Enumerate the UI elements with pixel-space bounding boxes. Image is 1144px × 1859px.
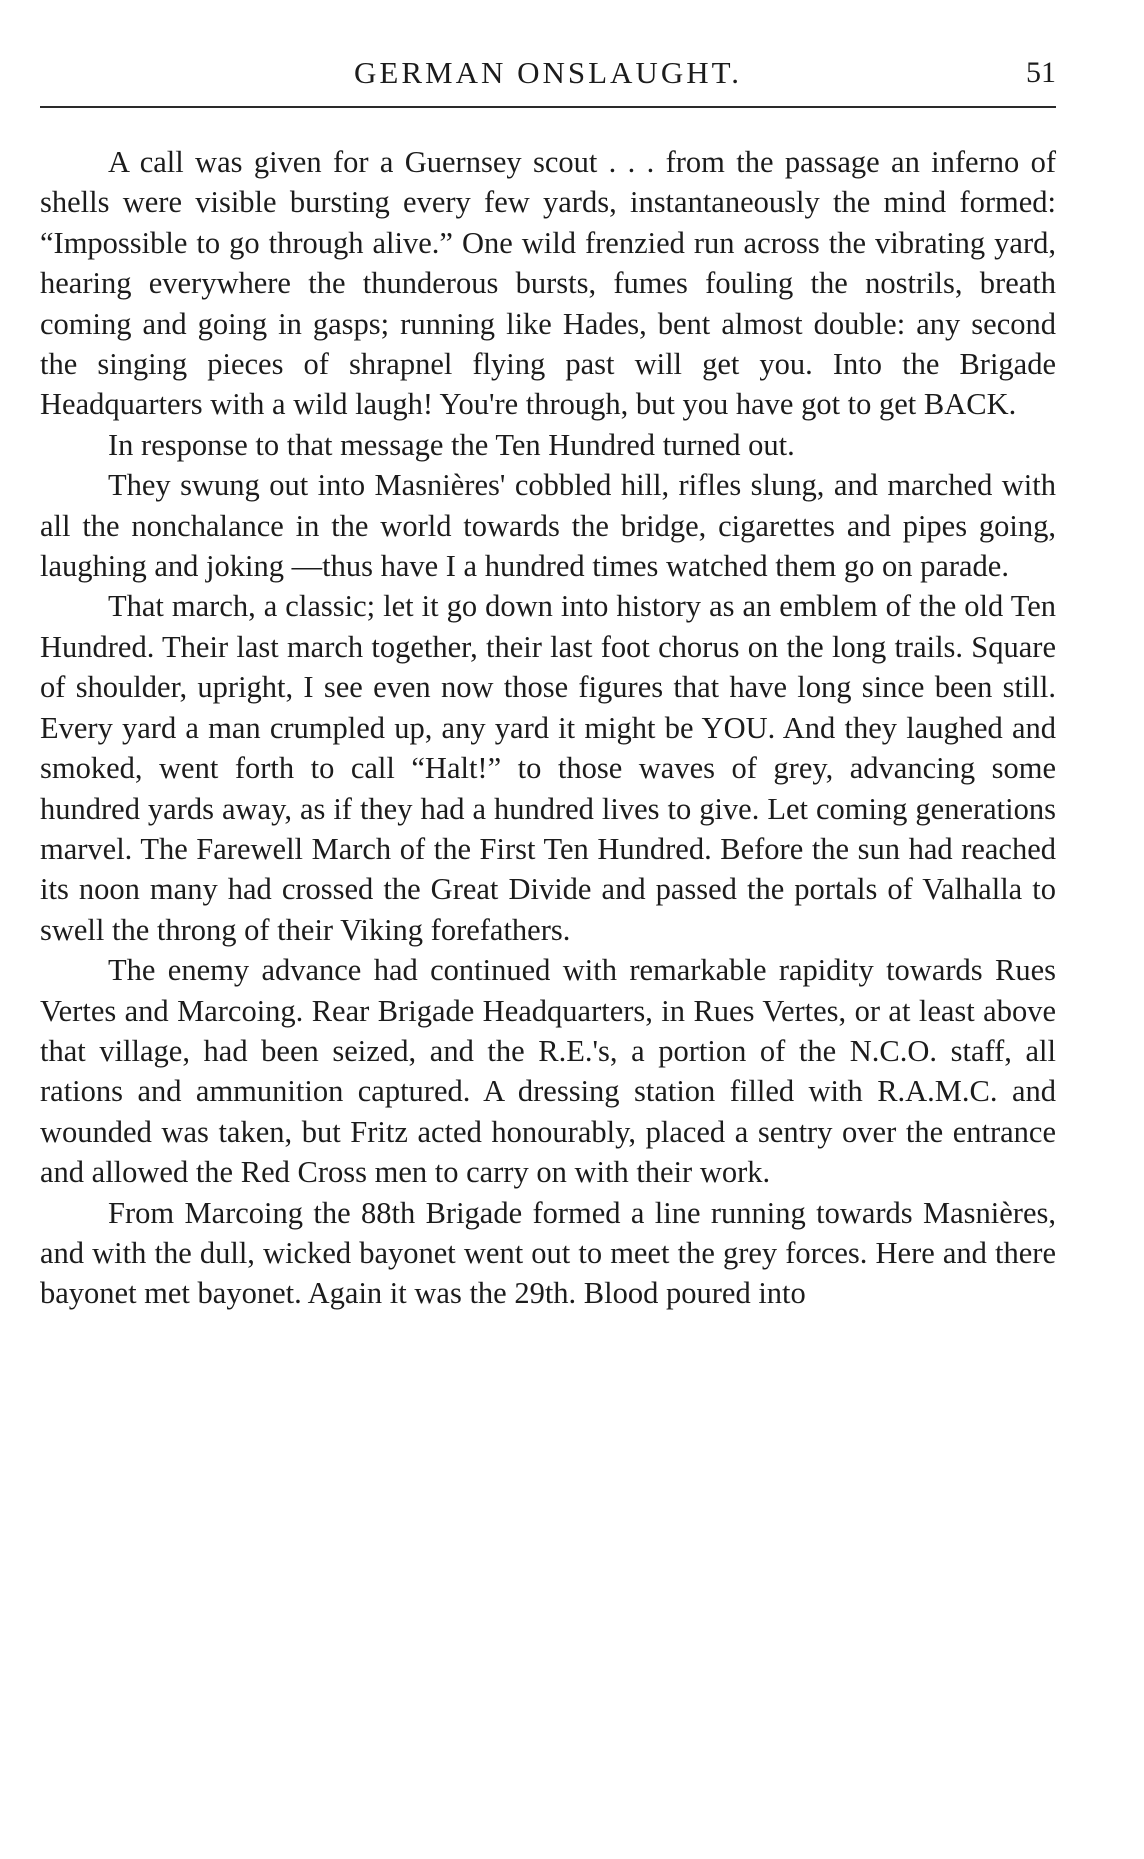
paragraph: A call was given for a Guernsey scout . . . from the passage an inferno of shells were visible bursting every few yards, instantaneously the mind formed: “Impossible to go through alive.” One wild frenzied run across the vibrating yard, hearing everywhere the thunderous bursts, fumes fouling the nostrils, breath coming and going in gasps; running like Hades, bent almost double: any second the singing pieces of shrapnel flying past will get you. Into the Brigade Headquarters with a wild laugh! You're through, but you have got to get BACK. <box>40 145 1056 422</box>
text-body <box>40 142 1056 1314</box>
paragraph: The enemy advance had continued with remarkable rapidity towards Rues Vertes and Marcoing. Rear Brigade Headquarters, in Rues Vertes, or at least above that village, had been seized, and the R.E.'s, a portion of the N.C.O. staff, all rations and ammunition captured. A dressing station filled with R.A.M.C. and wounded was taken, but Fritz acted honourably, placed a sentry over the entrance and allowed the Red Cross men to carry on with their work. <box>40 953 1056 1190</box>
running-head <box>40 50 1056 96</box>
page-number: 51 <box>1026 56 1056 89</box>
header-rule <box>40 106 1056 108</box>
paragraph: They swung out into Masnières' cobbled hill, rifles slung, and marched with all the nonchalance in the world towards the bridge, cigarettes and pipes going, laughing and joking —thus have I a hundred times watched them go on parade. <box>40 468 1056 584</box>
paragraph: From Marcoing the 88th Brigade formed a line running towards Masnières, and with the dull, wicked bayonet went out to meet the grey forces. Here and there bayonet met bayonet. Again it was the 29th. Blood poured into <box>40 1195 1056 1311</box>
paragraph: That march, a classic; let it go down into history as an emblem of the old Ten Hundred. Their last march together, their last foot chorus on the long trails. Square of shoulder, upright, I see even now those figures that have long since been still. Every yard a man crumpled up, any yard it might be YOU. And they laughed and smoked, went forth to call “Halt!” to those waves of grey, advancing some hundred yards away, as if they had a hundred lives to give. Let coming generations marvel. The Farewell March of the First Ten Hundred. Before the sun had reached its noon many had crossed the Great Divide and passed the portals of Valhalla to swell the throng of their Viking forefathers. <box>40 589 1056 947</box>
running-title: GERMAN ONSLAUGHT. <box>354 55 742 90</box>
paragraph: In response to that message the Ten Hundred turned out. <box>108 427 795 462</box>
